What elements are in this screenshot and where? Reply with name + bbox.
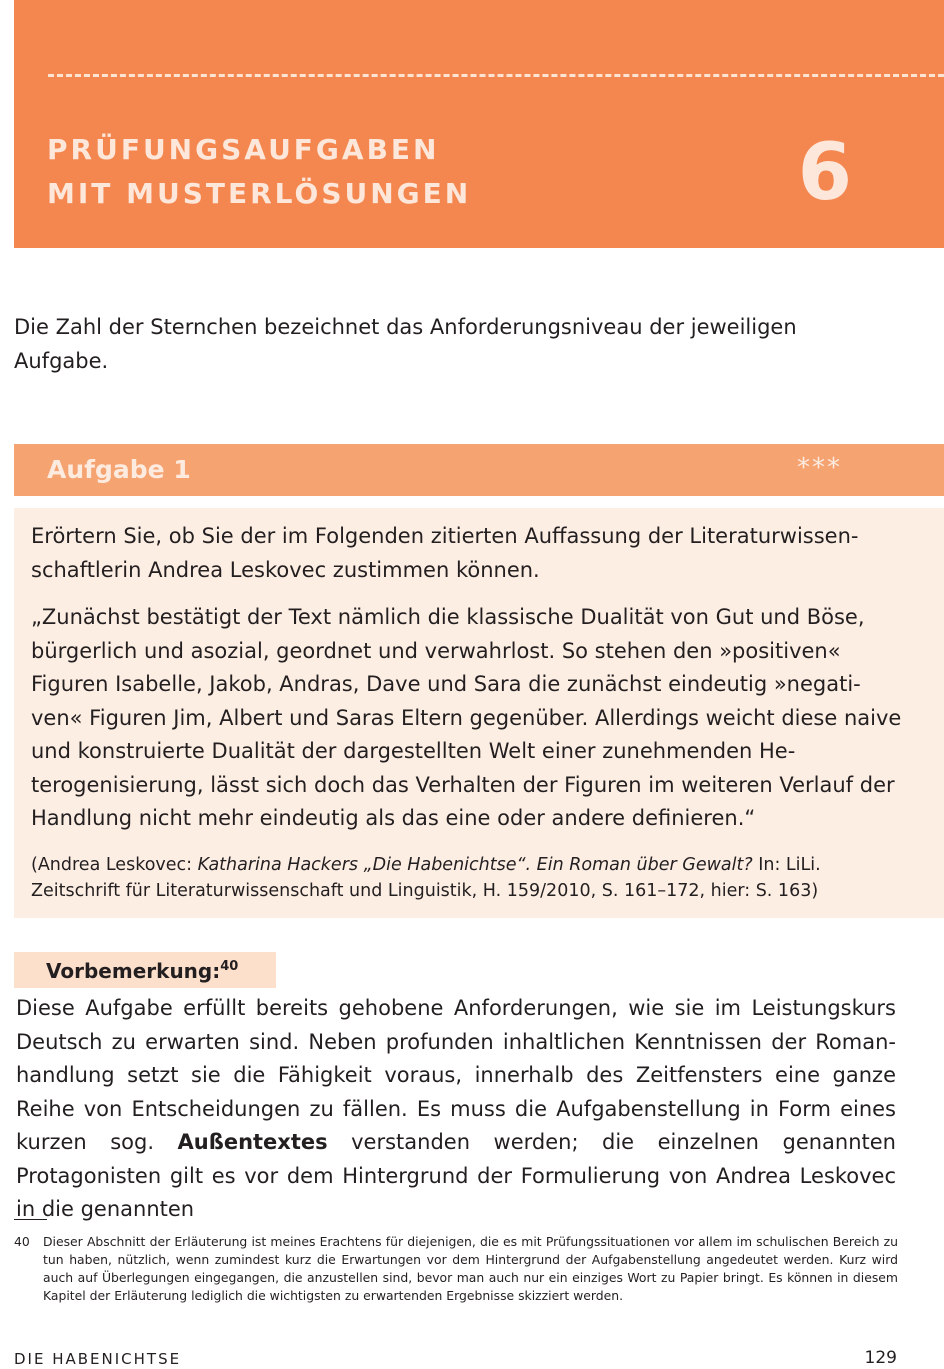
footnote-text: Dieser Abschnitt der Erläuterung ist meines Erachtens für diejenigen, die es mit Prüfungssituationen vor allem im schulischen Bereich zu tun haben, nützlich, wenn zumindest kurz die Erwartungen vor dem Hintergrund der Aufgabenstellung angedeutet werden. Kurz wird auch auf Überlegungen eingegangen, die anzustellen sind, bevor man auch nur ein einziges Wort zu Papier bringt. Es können in diesem Kapitel der Erläuterung lediglich die wichtigsten zu erwartenden Ergebnisse skizziert werden. [43,1234,898,1303]
preliminary-body [16,992,896,1227]
source-prefix: (Andrea Leskovec: [31,854,198,875]
footnote-divider [14,1219,47,1220]
task-quote: „Zunächst bestätigt der Text nämlich die klassische Dualität von Gut und Böse, bürgerlich und asozial, geordnet und verwahrlost. So stehen den »positiven« Figuren Isabelle, Jakob, Andras, Dave und Sara die zunächst eindeutig »negati-ven« Figuren Jim, Albert und Saras Eltern gegenüber. Allerdings weicht diese naive und konstruierte Dualität der dargestellten Welt einer zunehmenden He-terogenisierung, lässt sich doch das Verhalten der Figuren im weiteren Verlauf der Handlung nicht mehr eindeutig als das eine oder andere definieren.“ [31,605,902,830]
preliminary-label [46,954,238,988]
difficulty-stars: *** [797,453,842,483]
task-header [14,444,944,496]
task-content [31,520,903,904]
footnote-reference[interactable]: 40 [220,959,239,974]
body-text-part-2: verstanden werden; die einzelnen genannten Protagonisten gilt es vor dem Hintergrund der Formulierung von Andrea Leskovec in die genannten [16,1130,896,1221]
task-prompt: Erörtern Sie, ob Sie der im Folgenden zitierten Auffassung der Literaturwissen-schaftlerin Andrea Leskovec zustimmen können. [31,524,859,582]
chapter-title [47,128,471,216]
intro-text: Die Zahl der Sternchen bezeichnet das Anforderungsniveau der jeweiligen Aufgabe. [14,315,797,373]
chapter-number: 6 [797,128,852,218]
quote-source [31,852,903,904]
chapter-banner [14,0,944,248]
footnote-number: 40 [14,1234,30,1249]
preliminary-label-box [14,952,276,988]
body-text-part-1: Diese Aufgabe erfüllt bereits gehobene Anforderungen, wie sie im Leistungskurs Deutsch zu erwarten sind. Neben profunden inhaltlichen Kenntnissen der Roman-handlung setzt sie die Fähigkeit voraus, innerhalb des Zeitfensters eine ganze Reihe von Entscheidungen zu fällen. Es muss die Aufgabenstellung in Form eines kurzen sog. [16,996,896,1154]
running-footer-title: DIE HABENICHTSE [14,1350,182,1368]
body-text-bold: Außentextes [177,1130,328,1154]
task-box [14,508,944,918]
source-suffix: In: LiLi. Zeitschrift für Literaturwissenschaft und Linguistik, H. 159/2010, S. 161–172, hier: S. 163) [31,854,821,901]
task-title: Aufgabe 1 [47,455,191,484]
source-title: Katharina Hackers „Die Habenichtse“. Ein Roman über Gewalt? [197,854,753,875]
preliminary-label-text: Vorbemerkung: [46,959,221,983]
chapter-title-line-1: PRÜFUNGSAUFGABEN [47,133,440,166]
footnote [14,1233,898,1305]
chapter-title-line-2: MIT MUSTERLÖSUNGEN [47,177,472,210]
banner-dashed-line [48,74,944,77]
page-number: 129 [864,1348,897,1368]
